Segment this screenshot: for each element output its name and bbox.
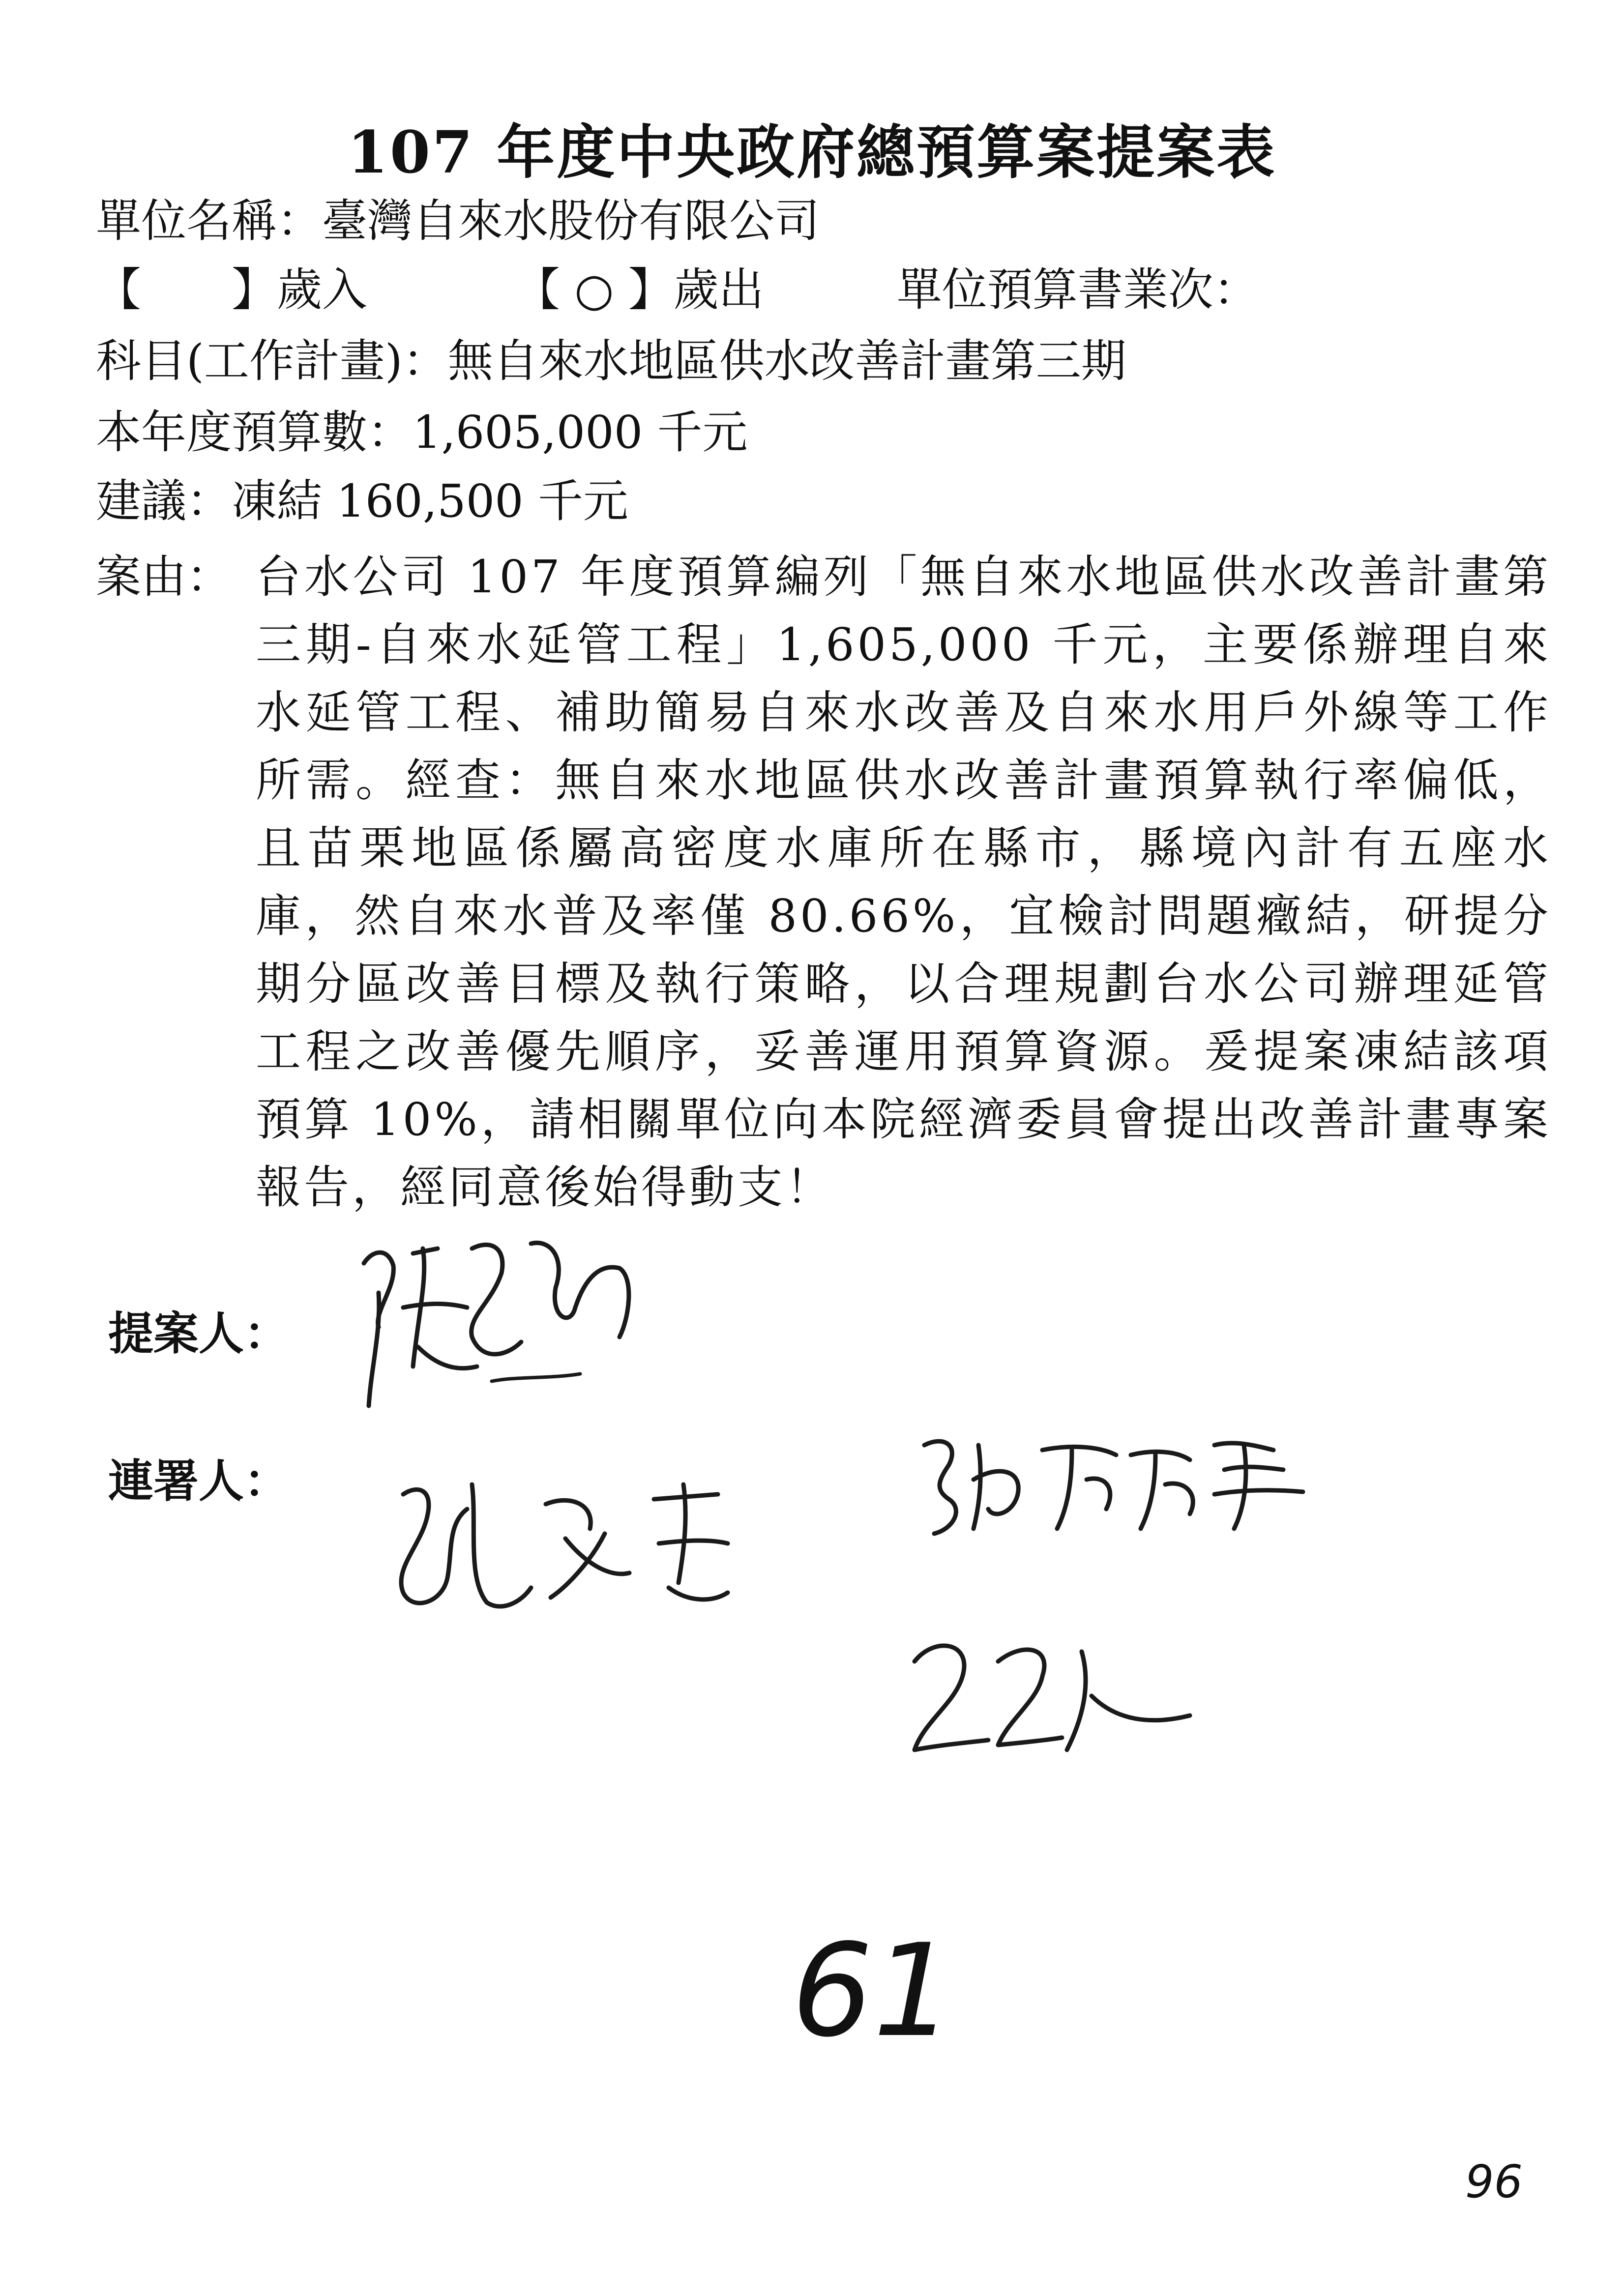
cosigner-signature-1 xyxy=(374,1455,747,1632)
document-title: 107 年度中央政府總預算案提案表 xyxy=(347,118,1277,186)
cosigner-signature-2 xyxy=(910,1416,1313,1543)
proposer-label: 提案人： xyxy=(108,1308,290,1360)
corner-page-number: 96 xyxy=(1465,2155,1523,2208)
proposer-signature xyxy=(344,1219,649,1425)
subject-line: 科目(工作計畫)：無自來水地區供水改善計畫第三期 xyxy=(96,335,1126,387)
budget-amount-line: 本年度預算數：1,605,000 千元 xyxy=(96,406,748,459)
budget-order-label: 單位預算書業次： xyxy=(896,263,1259,316)
cosigner-label: 連署人： xyxy=(108,1455,290,1508)
reason-text: 台水公司 107 年度預算編列「無自來水地區供水改善計畫第三期-自來水延管工程」1,605,000 千元，主要係辦理自來水延管工程、補助簡易自來水改善及自來水用戶外線等工作所需。經查：無自來水地區供水改善計畫預算執行率偏低，且苗栗地區係屬高密度水庫所在縣市，縣境內計有五座水庫，然自來水普及率僅 80.66%，宜檢討問題癥結，研提分期分區改善目標及執行策略，以合理規劃台水公司辦理延管工程之改善優先順序，妥善運用預算資源。爰提案凍結該項預算 10%，請相關單位向本院經濟委員會提出改善計畫專案報告，經同意後始得動支！ xyxy=(256,551,1551,1214)
revenue-option: 【 】歲入 xyxy=(96,263,368,316)
expense-option: 【 ○ 】歲出 xyxy=(515,263,764,316)
unit-name-line: 單位名稱：臺灣自來水股份有限公司 xyxy=(96,195,820,247)
handwritten-page-number: 61 xyxy=(792,1917,954,2065)
cosigner-signature-3 xyxy=(895,1622,1200,1770)
reason-label: 案由： xyxy=(96,551,232,603)
budget-type-line xyxy=(96,263,1259,317)
reason-section xyxy=(96,543,1551,1221)
suggestion-line: 建議：凍結 160,500 千元 xyxy=(96,475,628,527)
